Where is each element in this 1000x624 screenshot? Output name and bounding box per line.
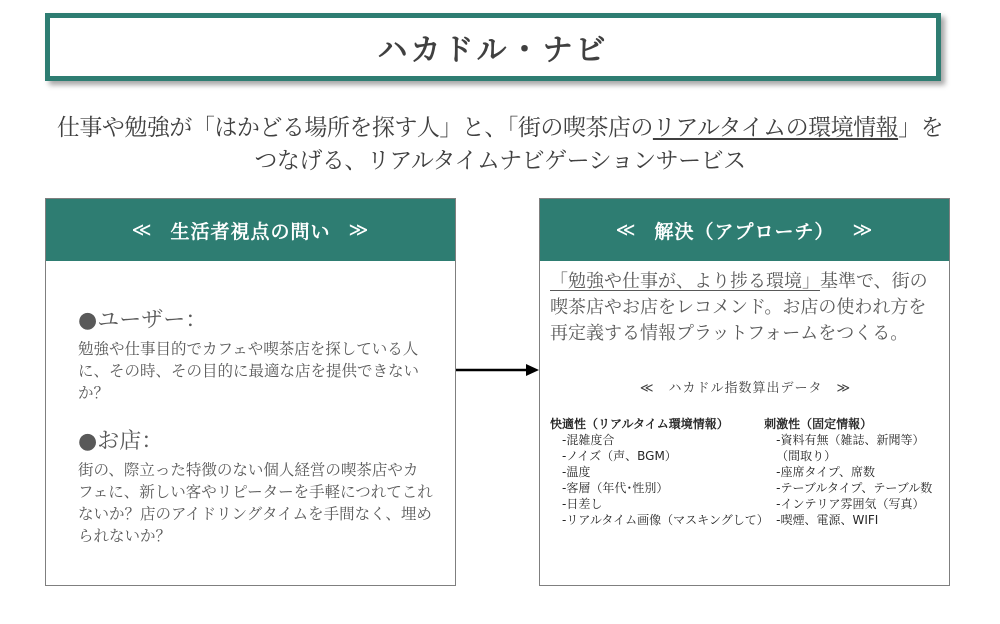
solution-rest: 基準で、街の喫茶店やお店をレコメンド。お店の使われ方を再定義する情報プラットフォームをつくる。 — [550, 271, 928, 344]
consumer-question-header — [46, 199, 455, 261]
comfort-item: -リアルタイム画像（マスキングして） — [562, 513, 769, 527]
consumer-question-panel — [45, 198, 456, 586]
page-title: ハカドル・ナビ — [377, 33, 609, 68]
flow-arrow — [456, 362, 539, 378]
user-description: 勉強や仕事目的でカフェや喫茶店を探している人に、その時、その目的に最適な店を提供できないか？ — [78, 340, 420, 402]
subtitle-line-2: つなげる、リアルタイムナビゲーションサービス — [254, 148, 746, 174]
stimulus-item: -インテリア雰囲気（写真） — [776, 497, 925, 511]
quote-close: ≫ — [852, 219, 874, 241]
comfort-heading: 快適性（リアルタイム環境情報） — [550, 417, 729, 431]
shop-description: 街の、際立った特徴のない個人経営の喫茶店やカフェに、新しい客やリピーターを手軽につれてこれないか？店のアイドリングタイムを手間なく、埋められないか？ — [78, 461, 433, 545]
comfort-item: -混雑度合 — [562, 433, 615, 447]
subtitle-suffix: 」を — [898, 115, 944, 141]
stimulus-item: -喫煙、電源、WIFI — [776, 513, 879, 527]
comfort-item: -客層（年代･性別） — [562, 481, 669, 495]
comfort-column — [550, 416, 769, 528]
stimulus-item: （間取り） — [776, 449, 837, 463]
stimulus-item: -座席タイプ、席数 — [776, 465, 875, 479]
shop-label: ●お店： — [78, 429, 164, 454]
subtitle-prefix: 仕事や勉強が「はかどる場所を探す人」と、「街の喫茶店の — [56, 115, 653, 141]
index-data-columns — [550, 416, 941, 528]
comfort-item: -日差し — [562, 497, 603, 511]
title-box — [45, 13, 941, 81]
index-data-title: ≪ ハカドル指数算出データ ≫ — [639, 381, 852, 396]
solution-body — [540, 261, 949, 528]
subtitle-underlined: リアルタイムの環境情報 — [652, 115, 899, 141]
quote-close: ≫ — [348, 219, 370, 241]
stimulus-column — [764, 416, 941, 528]
stimulus-heading: 刺激性（固定情報） — [764, 417, 873, 431]
subtitle-line-1 — [0, 112, 1000, 145]
comfort-item: -温度 — [562, 465, 591, 479]
comfort-item: -ノイズ（声、BGM） — [562, 449, 677, 463]
stimulus-item: -資料有無（雑誌、新聞等） — [776, 433, 925, 447]
solution-text — [550, 269, 940, 347]
solution-underlined: 「勉強や仕事が、より捗る環境」 — [550, 271, 820, 292]
consumer-question-title: 生活者視点の問い — [170, 220, 331, 243]
consumer-question-body — [46, 303, 455, 547]
user-label: ●ユーザー： — [78, 308, 208, 333]
solution-panel — [539, 198, 950, 586]
solution-title: 解決（アプローチ） — [654, 220, 835, 243]
quote-open: ≪ — [615, 219, 637, 241]
stimulus-item: -テーブルタイプ、テーブル数 — [776, 481, 933, 495]
subtitle — [0, 112, 1000, 178]
quote-open: ≪ — [131, 219, 153, 241]
solution-header — [540, 199, 949, 261]
